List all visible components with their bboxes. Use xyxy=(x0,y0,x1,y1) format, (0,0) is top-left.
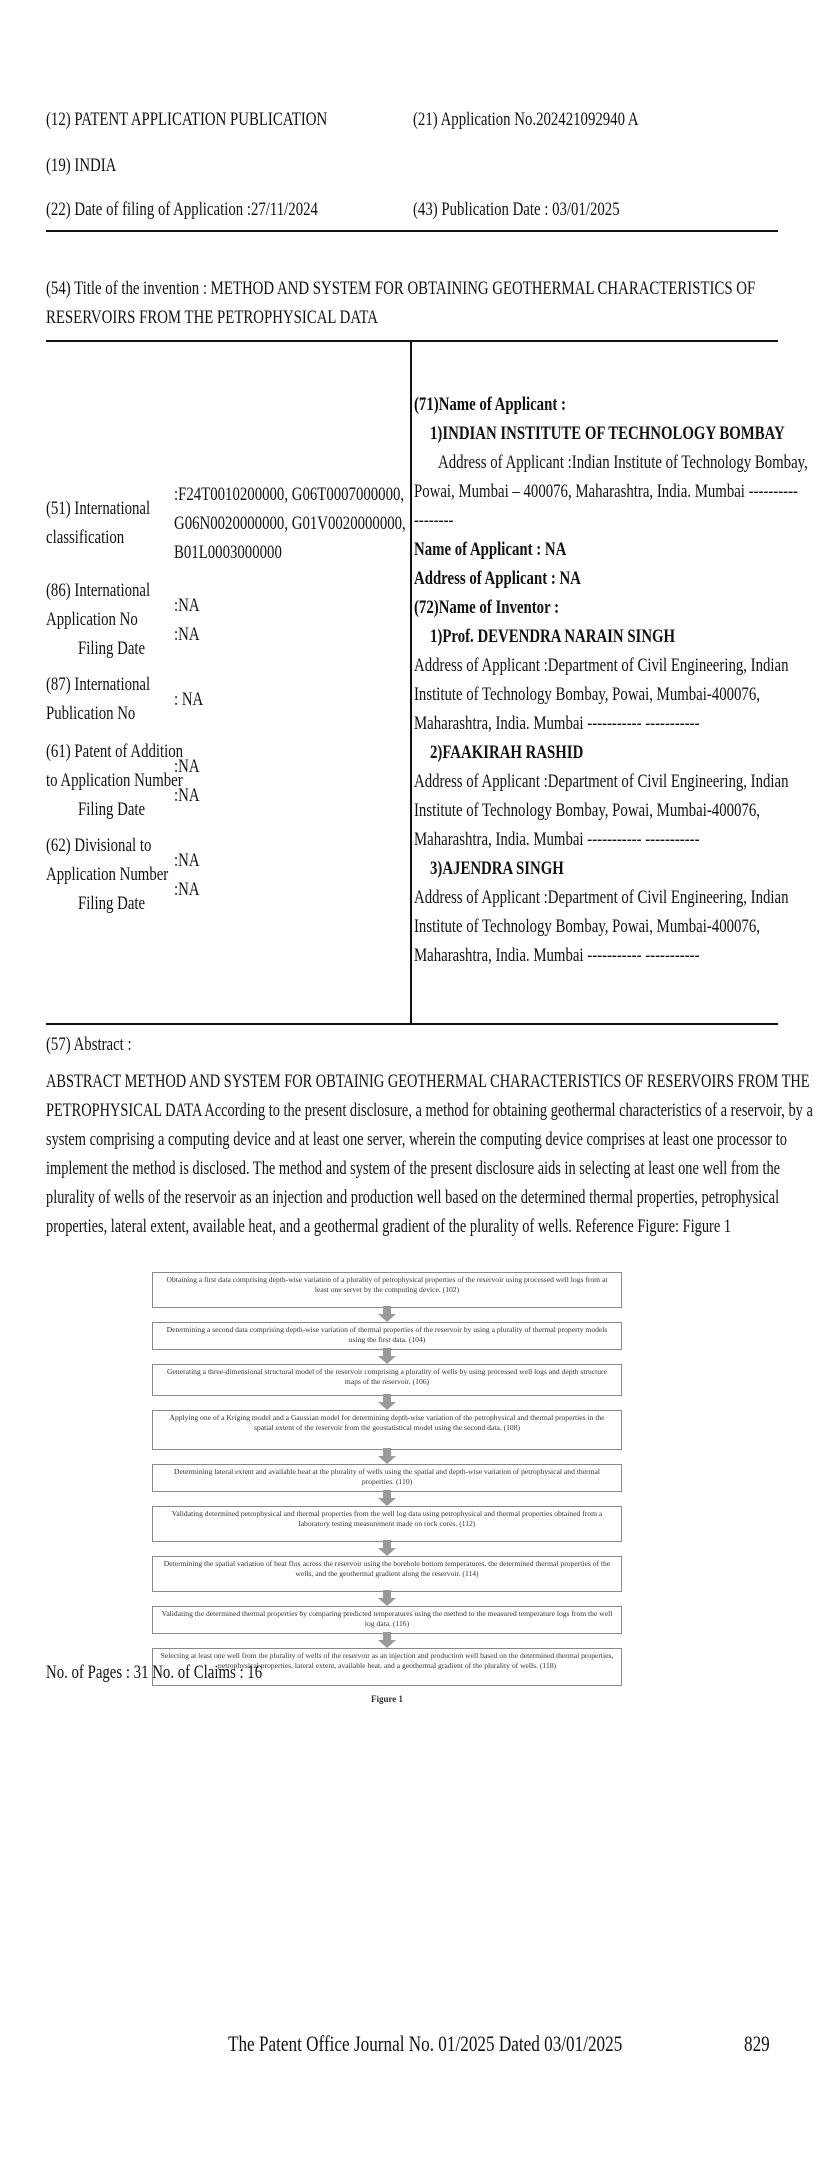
flowchart-step: Selecting at least one well from the plurality of wells of the reservoir as an injection and production well based on the determined thermal properties, petrophysical properties, lateral extent, available heat, and a geothermal gradient of the plurality of wells. (118) xyxy=(152,1648,622,1686)
flowchart-arrow xyxy=(378,1402,396,1410)
journal-footer: The Patent Office Journal No. 01/2025 Dated 03/01/2025 xyxy=(228,2031,623,2056)
flowchart-arrow xyxy=(378,1598,396,1606)
flowchart-arrow xyxy=(378,1548,396,1556)
flowchart-arrow xyxy=(378,1498,396,1506)
filing-date: (22) Date of filing of Application :27/11/2024 xyxy=(46,199,318,220)
abstract-line: ABSTRACT METHOD AND SYSTEM FOR OBTAINIG GEOTHERMAL CHARACTERISTICS OF RESERVOIRS FROM THE xyxy=(46,1071,810,1092)
divisional-value: :NA :NA xyxy=(174,850,200,900)
abstract-line: system comprising a computing device and at least one server, wherein the computing device comprises at least one processor to xyxy=(46,1129,787,1150)
abstract-line: PETROPHYSICAL DATA According to the present disclosure, a method for obtaining geothermal characteristics of a reservoir, by a xyxy=(46,1100,813,1121)
abstract-line: properties, lateral extent, available heat, and a geothermal gradient of the plurality of wells. Reference Figure: Figure 1 xyxy=(46,1216,732,1237)
flowchart-step: Determining the spatial variation of heat flux across the reservoir using the borehole bottom temperatures, the determined thermal properties of the wells, and the geothermal gradient along the reservoir. (114) xyxy=(152,1556,622,1592)
flowchart-step: Determining a second data comprising depth-wise variation of thermal properties of the reservoir by using a plurality of thermal property models using the first data. (104) xyxy=(152,1322,622,1350)
intl-classification-label: (51) International classification xyxy=(46,498,151,548)
flowchart-arrow xyxy=(378,1314,396,1322)
flowchart-step: Validating the determined thermal properties by comparing predicted temperatures using the method to the measured temperature logs from the well log data. (116) xyxy=(152,1606,622,1634)
flowchart-arrow xyxy=(378,1640,396,1648)
flowchart-step: Applying one of a Kriging model and a Gaussian model for determining depth-wise variation of the petrophysical and thermal properties in the spatial extent of the reservoir from the geostatistical model using the second data. (108) xyxy=(152,1410,622,1450)
figure-caption: Figure 1 xyxy=(370,1694,404,1704)
patent-of-addition-value: :NA :NA xyxy=(174,756,200,806)
abstract-heading: (57) Abstract : xyxy=(46,1034,132,1055)
title-rule xyxy=(46,340,778,342)
intl-application-label: (86) International Application No Filing Date xyxy=(46,580,151,659)
intl-application-value: :NA :NA xyxy=(174,595,200,645)
flowchart-step: Generating a three-dimensional structural model of the reservoir comprising a plurality of wells by using processed well logs and depth structure maps of the reservoir. (106) xyxy=(152,1364,622,1396)
intl-publication-label: (87) International Publication No xyxy=(46,674,151,724)
publication-date: (43) Publication Date : 03/01/2025 xyxy=(413,199,620,220)
intl-classification-value: :F24T0010200000, G06T0007000000, G06N0020000000, G01V0020000000, B01L0003000000 xyxy=(174,484,406,563)
flowchart-arrow xyxy=(378,1356,396,1364)
flowchart-step: Obtaining a first data comprising depth-wise variation of a plurality of petrophysical properties of the reservoir using processed well logs from at least one server by the computing device. (102) xyxy=(152,1272,622,1308)
abstract-line: plurality of wells of the reservoir as an injection and production well based on the determined thermal properties, petrophysical xyxy=(46,1187,780,1208)
flowchart-arrow xyxy=(378,1456,396,1464)
application-number: (21) Application No.202421092940 A xyxy=(413,109,639,130)
invention-title: (54) Title of the invention : METHOD AND SYSTEM FOR OBTAINING GEOTHERMAL CHARACTERISTICS OF RESERVOIRS FROM THE PETROPHYSICAL DATA xyxy=(46,278,756,328)
abstract-line: implement the method is disclosed. The method and system of the present disclosure aids in selecting at least one well from the xyxy=(46,1158,781,1179)
intl-publication-value: : NA xyxy=(174,689,204,710)
pages-and-claims: No. of Pages : 31 No. of Claims : 16 xyxy=(46,1662,263,1683)
applicant-inventor-details: (71)Name of Applicant : 1)INDIAN INSTITUTE OF TECHNOLOGY BOMBAY Address of Applicant :Indian Institute of Technology Bombay, Powai, Mumbai – 400076, Maharashtra, India. Mumbai ---------- -------- Name of Applicant : NA Address of Applicant : NA (72)Name of Inventor : 1)Prof. DEVENDRA NARAIN SINGH Address of Applicant :Department of Civil Engineering, Indian Institute of Technology Bombay, Powai, Mumbai-400076, Maharashtra, India. Mumbai ----------- ----------- 2)FAAKIRAH RASHID Address of Applicant :Department of Civil Engineering, Indian Institute of Technology Bombay, Powai, Mumbai-400076, Maharashtra, India. Mumbai ----------- ----------- 3)AJENDRA SINGH Address of Applicant :Department of Civil Engineering, Indian Institute of Technology Bombay, Powai, Mumbai-400076, Maharashtra, India. Mumbai ----------- ----------- xyxy=(414,394,808,966)
header-rule xyxy=(46,230,778,232)
patent-of-addition-label: (61) Patent of Addition to Application Number Filing Date xyxy=(46,741,184,820)
page-number: 829 xyxy=(744,2031,770,2056)
divisional-label: (62) Divisional to Application Number Filing Date xyxy=(46,835,169,914)
flowchart-step: Validating determined petrophysical and thermal properties from the well log data using petrophysical and thermal properties obtained from a laboratory testing measurement made on rock cores. (112) xyxy=(152,1506,622,1542)
publication-type: (12) PATENT APPLICATION PUBLICATION xyxy=(46,109,328,130)
flowchart-step: Determining lateral extent and available heat at the plurality of wells using the spatial and depth-wise variation of petrophysical and thermal properties. (110) xyxy=(152,1464,622,1492)
abstract-text xyxy=(46,1067,813,1241)
country: (19) INDIA xyxy=(46,155,117,176)
fields-rule xyxy=(46,1023,778,1025)
column-divider xyxy=(410,341,412,1023)
